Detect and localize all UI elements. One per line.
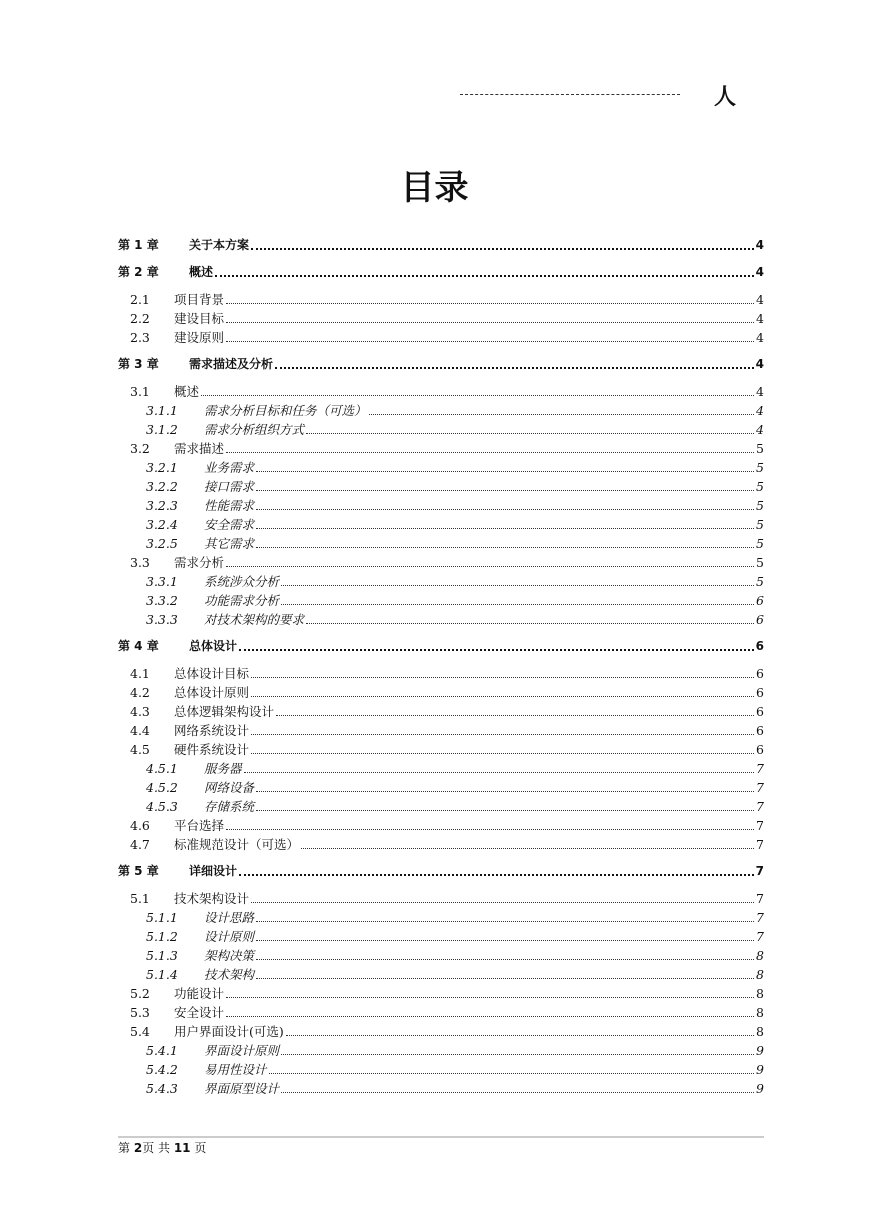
toc-entry[interactable] xyxy=(118,1079,764,1098)
toc-entry-number: 3.2.2 xyxy=(146,479,178,494)
toc-entry-title: 网络系统设计 xyxy=(174,723,250,738)
toc-entry-number: 5.1.4 xyxy=(146,967,178,982)
toc-entry-page: 7 xyxy=(756,891,764,906)
toc-leader-dots xyxy=(286,1035,754,1036)
toc-leader-dots xyxy=(281,1092,754,1093)
toc-entry-page: 4 xyxy=(755,357,764,371)
toc-entry[interactable] xyxy=(118,553,764,572)
toc-entry[interactable] xyxy=(118,458,764,477)
toc-entry-number: 3.2 xyxy=(130,441,150,456)
toc-entry[interactable] xyxy=(118,908,764,927)
toc-entry-title: 用户界面设计(可选) xyxy=(174,1024,284,1039)
toc-entry[interactable] xyxy=(118,664,764,683)
toc-leader-dots xyxy=(256,940,754,941)
table-of-contents xyxy=(118,236,764,1098)
toc-entry-title: 技术架构 xyxy=(204,967,255,982)
toc-leader-dots xyxy=(251,248,754,250)
toc-entry-title: 界面设计原则 xyxy=(204,1043,280,1058)
toc-entry-number: 3.1 xyxy=(130,384,150,399)
toc-leader-dots xyxy=(251,696,754,697)
toc-entry-title: 概述 xyxy=(189,265,214,279)
toc-entry-page: 6 xyxy=(756,612,764,627)
toc-leader-dots xyxy=(226,452,754,453)
toc-entry-title: 服务器 xyxy=(204,761,242,776)
footer-suffix: 页 xyxy=(190,1141,207,1155)
toc-entry-page: 5 xyxy=(756,498,764,513)
toc-entry-page: 4 xyxy=(756,384,764,399)
toc-entry-title: 总体设计 xyxy=(189,639,238,653)
toc-entry[interactable] xyxy=(118,401,764,420)
toc-entry[interactable] xyxy=(118,309,764,328)
toc-entry[interactable] xyxy=(118,236,764,255)
toc-entry-title: 安全需求 xyxy=(204,517,255,532)
toc-entry-number: 2.1 xyxy=(130,292,150,307)
toc-entry-number: 4.2 xyxy=(130,685,150,700)
toc-entry[interactable] xyxy=(118,382,764,401)
toc-leader-dots xyxy=(281,1054,754,1055)
toc-entry-page: 4 xyxy=(756,403,764,418)
toc-leader-dots xyxy=(239,649,754,651)
toc-entry[interactable] xyxy=(118,721,764,740)
toc-entry-number: 第 1 章 xyxy=(118,238,159,252)
toc-entry-number: 4.5.3 xyxy=(146,799,178,814)
toc-leader-dots xyxy=(256,791,754,792)
footer-prefix: 第 xyxy=(118,1141,134,1155)
toc-entry-number: 4.5 xyxy=(130,742,150,757)
toc-entry-number: 2.3 xyxy=(130,330,150,345)
header-rule xyxy=(460,94,680,95)
toc-entry-number: 4.4 xyxy=(130,723,150,738)
toc-leader-dots xyxy=(256,471,754,472)
toc-entry[interactable] xyxy=(118,328,764,347)
toc-leader-dots xyxy=(244,772,755,773)
toc-entry[interactable] xyxy=(118,534,764,553)
toc-entry-number: 3.2.1 xyxy=(146,460,178,475)
toc-entry[interactable] xyxy=(118,355,764,374)
toc-leader-dots xyxy=(301,848,754,849)
toc-entry-page: 4 xyxy=(756,311,764,326)
toc-entry-page: 6 xyxy=(756,742,764,757)
toc-entry-title: 建设原则 xyxy=(174,330,225,345)
toc-entry[interactable] xyxy=(118,1022,764,1041)
toc-entry[interactable] xyxy=(118,439,764,458)
toc-entry-page: 4 xyxy=(756,292,764,307)
toc-leader-dots xyxy=(251,753,754,754)
toc-entry[interactable] xyxy=(118,496,764,515)
toc-leader-dots xyxy=(306,623,754,624)
toc-leader-dots xyxy=(256,547,754,548)
toc-entry-title: 技术架构设计 xyxy=(174,891,250,906)
toc-entry[interactable] xyxy=(118,1003,764,1022)
toc-entry-title: 系统涉众分析 xyxy=(204,574,280,589)
toc-entry-number: 第 5 章 xyxy=(118,864,159,878)
toc-entry-page: 8 xyxy=(756,986,764,1001)
footer-middle: 页 共 xyxy=(142,1141,174,1155)
toc-entry-number: 3.3.2 xyxy=(146,593,178,608)
toc-entry-number: 4.7 xyxy=(130,837,150,852)
toc-entry-title: 安全设计 xyxy=(174,1005,225,1020)
toc-entry[interactable] xyxy=(118,420,764,439)
toc-entry[interactable] xyxy=(118,610,764,629)
toc-entry-page: 8 xyxy=(756,1024,764,1039)
toc-entry[interactable] xyxy=(118,702,764,721)
toc-leader-dots xyxy=(226,303,754,304)
toc-entry-page: 4 xyxy=(755,238,764,252)
toc-leader-dots xyxy=(275,367,754,369)
toc-entry-page: 9 xyxy=(756,1062,764,1077)
toc-entry-number: 4.1 xyxy=(130,666,150,681)
toc-entry-page: 7 xyxy=(756,799,764,814)
toc-entry-page: 6 xyxy=(756,723,764,738)
toc-entry-page: 6 xyxy=(756,593,764,608)
toc-leader-dots xyxy=(281,604,754,605)
toc-entry-title: 业务需求 xyxy=(204,460,255,475)
toc-entry-title: 界面原型设计 xyxy=(204,1081,280,1096)
toc-leader-dots xyxy=(226,566,754,567)
toc-entry-page: 6 xyxy=(756,704,764,719)
toc-entry-number: 第 4 章 xyxy=(118,639,159,653)
toc-leader-dots xyxy=(215,275,754,277)
toc-entry-page: 8 xyxy=(756,1005,764,1020)
toc-entry-page: 7 xyxy=(755,864,764,878)
toc-entry[interactable] xyxy=(118,1041,764,1060)
toc-entry-page: 7 xyxy=(756,761,764,776)
toc-entry-number: 5.1 xyxy=(130,891,150,906)
toc-entry-page: 5 xyxy=(756,517,764,532)
toc-entry-title: 详细设计 xyxy=(189,864,238,878)
toc-leader-dots xyxy=(226,322,754,323)
toc-entry-title: 需求分析目标和任务（可选） xyxy=(204,403,367,418)
toc-entry-number: 2.2 xyxy=(130,311,150,326)
toc-entry[interactable] xyxy=(118,290,764,309)
toc-entry-number: 3.2.5 xyxy=(146,536,178,551)
toc-entry-title: 架构决策 xyxy=(204,948,255,963)
toc-entry[interactable] xyxy=(118,862,764,881)
toc-entry-title: 网络设备 xyxy=(204,780,255,795)
toc-leader-dots xyxy=(281,585,754,586)
toc-entry-page: 4 xyxy=(756,330,764,345)
toc-entry-number: 3.1.1 xyxy=(146,403,178,418)
toc-entry-title: 设计原则 xyxy=(204,929,255,944)
toc-entry-number: 3.1.2 xyxy=(146,422,178,437)
toc-entry[interactable] xyxy=(118,816,764,835)
toc-entry-page: 4 xyxy=(756,422,764,437)
toc-entry-title: 关于本方案 xyxy=(189,238,250,252)
toc-entry-number: 5.3 xyxy=(130,1005,150,1020)
toc-entry-title: 性能需求 xyxy=(204,498,255,513)
toc-leader-dots xyxy=(251,902,754,903)
toc-entry-title: 项目背景 xyxy=(174,292,225,307)
toc-leader-dots xyxy=(256,921,754,922)
toc-leader-dots xyxy=(226,997,754,998)
toc-entry-title: 功能设计 xyxy=(174,986,225,1001)
toc-entry-page: 8 xyxy=(756,967,764,982)
toc-entry-page: 7 xyxy=(756,837,764,852)
toc-entry-page: 6 xyxy=(756,685,764,700)
toc-leader-dots xyxy=(256,978,754,979)
footer-page-number: 2 xyxy=(133,1141,143,1155)
toc-entry[interactable] xyxy=(118,835,764,854)
toc-entry-number: 4.3 xyxy=(130,704,150,719)
toc-entry-title: 设计思路 xyxy=(204,910,255,925)
toc-entry-number: 5.4.1 xyxy=(146,1043,178,1058)
toc-entry-page: 7 xyxy=(756,780,764,795)
toc-leader-dots xyxy=(226,1016,754,1017)
toc-entry-title: 存储系统 xyxy=(204,799,255,814)
toc-leader-dots xyxy=(256,810,754,811)
toc-entry-page: 7 xyxy=(756,818,764,833)
toc-entry-title: 建设目标 xyxy=(174,311,225,326)
toc-entry-title: 需求分析 xyxy=(174,555,225,570)
toc-leader-dots xyxy=(201,395,754,396)
toc-entry-title: 概述 xyxy=(174,384,200,399)
toc-entry[interactable] xyxy=(118,965,764,984)
toc-entry[interactable] xyxy=(118,637,764,656)
toc-entry[interactable] xyxy=(118,477,764,496)
toc-leader-dots xyxy=(269,1073,755,1074)
toc-entry-number: 4.5.1 xyxy=(146,761,178,776)
toc-entry-page: 8 xyxy=(756,948,764,963)
toc-entry[interactable] xyxy=(118,572,764,591)
toc-entry-title: 总体逻辑架构设计 xyxy=(174,704,275,719)
toc-entry[interactable] xyxy=(118,889,764,908)
toc-entry[interactable] xyxy=(118,778,764,797)
toc-leader-dots xyxy=(276,715,754,716)
toc-entry[interactable] xyxy=(118,683,764,702)
toc-entry-title: 标准规范设计（可选） xyxy=(174,837,300,852)
toc-entry-page: 6 xyxy=(755,639,764,653)
toc-entry-number: 5.4 xyxy=(130,1024,150,1039)
toc-entry-title: 需求描述 xyxy=(174,441,225,456)
toc-entry-number: 3.3.3 xyxy=(146,612,178,627)
toc-entry-title: 需求分析组织方式 xyxy=(204,422,305,437)
toc-entry-number: 第 2 章 xyxy=(118,265,159,279)
toc-entry-number: 3.2.4 xyxy=(146,517,178,532)
toc-entry-title: 其它需求 xyxy=(204,536,255,551)
toc-leader-dots xyxy=(256,509,754,510)
toc-entry-page: 9 xyxy=(756,1081,764,1096)
footer-total-pages: 11 xyxy=(173,1141,191,1155)
toc-entry[interactable] xyxy=(118,740,764,759)
toc-entry[interactable] xyxy=(118,946,764,965)
toc-entry-number: 5.4.3 xyxy=(146,1081,178,1096)
toc-entry-page: 7 xyxy=(756,929,764,944)
toc-entry-title: 对技术架构的要求 xyxy=(204,612,305,627)
toc-entry-page: 5 xyxy=(756,574,764,589)
toc-entry-number: 4.5.2 xyxy=(146,780,178,795)
toc-entry-page: 7 xyxy=(756,910,764,925)
toc-entry-number: 5.4.2 xyxy=(146,1062,178,1077)
toc-entry-number: 4.6 xyxy=(130,818,150,833)
toc-entry-page: 5 xyxy=(756,460,764,475)
toc-leader-dots xyxy=(256,490,754,491)
toc-entry[interactable] xyxy=(118,1060,764,1079)
toc-entry-page: 6 xyxy=(756,666,764,681)
toc-leader-dots xyxy=(226,829,754,830)
toc-entry[interactable] xyxy=(118,515,764,534)
toc-entry-number: 第 3 章 xyxy=(118,357,159,371)
toc-leader-dots xyxy=(239,874,754,876)
toc-leader-dots xyxy=(226,341,754,342)
toc-leader-dots xyxy=(251,677,754,678)
toc-entry[interactable] xyxy=(118,263,764,282)
toc-entry-page: 4 xyxy=(755,265,764,279)
toc-entry[interactable] xyxy=(118,591,764,610)
toc-entry-page: 9 xyxy=(756,1043,764,1058)
page-footer xyxy=(118,1139,206,1156)
toc-entry[interactable] xyxy=(118,797,764,816)
toc-entry-number: 5.1.3 xyxy=(146,948,178,963)
toc-entry-number: 5.1.2 xyxy=(146,929,178,944)
toc-entry[interactable] xyxy=(118,759,764,778)
toc-entry-title: 需求描述及分析 xyxy=(189,357,274,371)
toc-entry-number: 5.2 xyxy=(130,986,150,1001)
toc-entry-title: 功能需求分析 xyxy=(204,593,280,608)
toc-entry-page: 5 xyxy=(756,536,764,551)
toc-entry-number: 5.1.1 xyxy=(146,910,178,925)
header-mark: ⼈ xyxy=(714,85,735,110)
toc-entry-title: 接口需求 xyxy=(204,479,255,494)
toc-entry-page: 5 xyxy=(756,479,764,494)
toc-leader-dots xyxy=(256,528,754,529)
toc-leader-dots xyxy=(256,959,754,960)
toc-entry-title: 平台选择 xyxy=(174,818,225,833)
toc-entry-page: 5 xyxy=(756,441,764,456)
toc-leader-dots xyxy=(251,734,754,735)
toc-entry-number: 3.3 xyxy=(130,555,150,570)
toc-entry-title: 易用性设计 xyxy=(204,1062,267,1077)
toc-entry-page: 5 xyxy=(756,555,764,570)
toc-entry[interactable] xyxy=(118,927,764,946)
page-title: 目录 xyxy=(400,168,469,208)
footer-rule xyxy=(118,1136,764,1138)
toc-entry-title: 总体设计目标 xyxy=(174,666,250,681)
toc-entry-title: 总体设计原则 xyxy=(174,685,250,700)
toc-leader-dots xyxy=(306,433,754,434)
toc-entry-title: 硬件系统设计 xyxy=(174,742,250,757)
toc-entry[interactable] xyxy=(118,984,764,1003)
toc-leader-dots xyxy=(369,414,755,415)
toc-entry-number: 3.3.1 xyxy=(146,574,178,589)
toc-entry-number: 3.2.3 xyxy=(146,498,178,513)
